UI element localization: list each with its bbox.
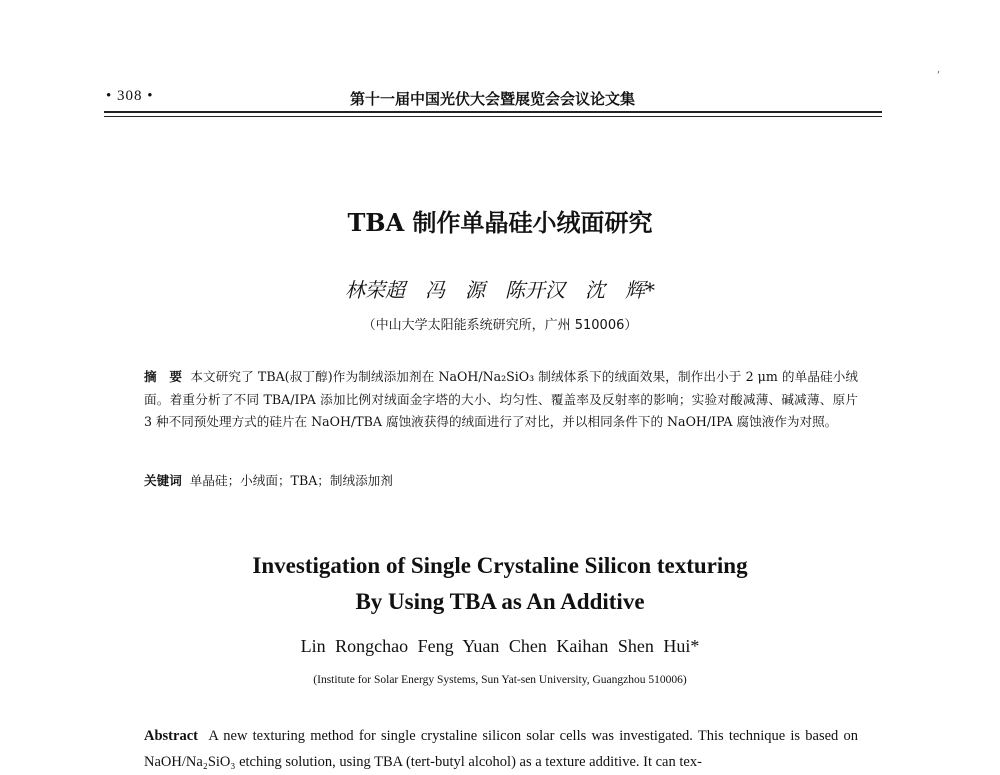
chinese-keywords bbox=[144, 470, 858, 489]
english-authors: Lin Rongchao Feng Yuan Chen Kaihan Shen Hui* bbox=[300, 636, 700, 656]
page-number: • 308 • bbox=[106, 88, 154, 104]
chinese-abstract bbox=[144, 366, 858, 434]
chinese-abstract-text: 本文研究了 TBA(叔丁醇)作为制绒添加剂在 NaOH/Na₂SiO₃ 制绒体系下的绒面效果，制作出小于 2 μm 的单晶硅小绒面。着重分析了不同 TBA/IPA 添加比例对绒面金字塔的大小、均匀性、覆盖率及反射率的影响；实验对酸减薄、碱减薄、原片 3 种不同预处理方式的硅片在 NaOH/TBA 腐蚀液获得的绒面进行了对比，并以相同条件下的 NaOH/IPA 腐蚀液作为对照。 bbox=[144, 369, 859, 429]
chinese-authors: 林荣超 冯 源 陈开汉 沈 辉* bbox=[345, 278, 655, 302]
chinese-abstract-label: 摘 要 bbox=[144, 369, 183, 384]
chinese-affiliation: （中山大学太阳能系统研究所，广州 510006） bbox=[362, 318, 638, 333]
scan-speck: , bbox=[937, 64, 941, 75]
chinese-keywords-text: 单晶硅；小绒面；TBA；制绒添加剂 bbox=[189, 473, 393, 488]
english-abstract-text: A new texturing method for single crystaline silicon solar cells was investigated. This technique is based on NaOH/Na₂SiO₃ etching solution, using TBA (tert-butyl alcohol) as a texture additive. It can tex- bbox=[144, 728, 859, 770]
english-affiliation: (Institute for Solar Energy Systems, Sun Yat-sen University, Guangzhou 510006) bbox=[313, 674, 687, 686]
english-title-line2: By Using TBA as An Additive bbox=[355, 589, 645, 614]
header-rule-thin bbox=[104, 116, 882, 117]
english-title-line1: Investigation of Single Crystaline Silicon texturing bbox=[252, 553, 748, 578]
chinese-keywords-label: 关键词 bbox=[144, 473, 182, 488]
english-abstract-label: Abstract bbox=[144, 728, 198, 744]
english-abstract bbox=[144, 723, 858, 775]
running-title: 第十一届中国光伏大会暨展览会会议论文集 bbox=[350, 90, 636, 108]
header-rule-thick bbox=[104, 111, 882, 113]
chinese-title: TBA 制作单晶硅小绒面研究 bbox=[347, 208, 653, 237]
